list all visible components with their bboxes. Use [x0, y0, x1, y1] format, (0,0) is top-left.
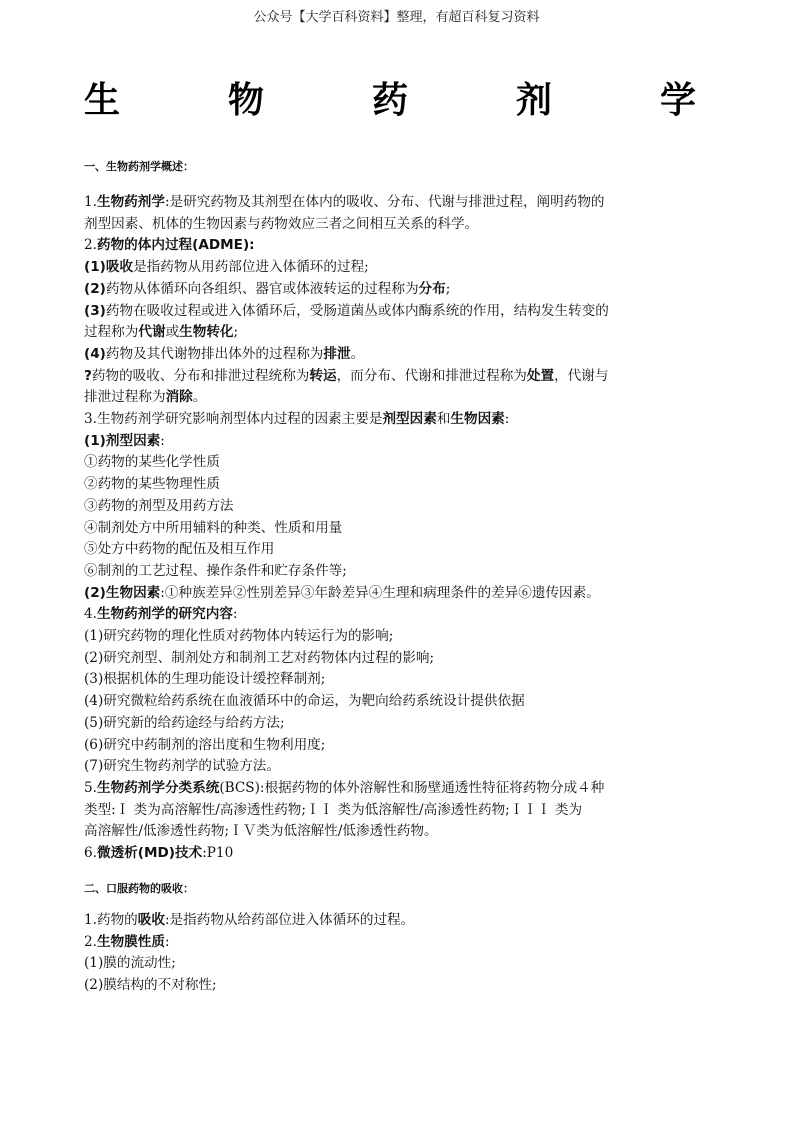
text-line [84, 496, 704, 518]
bold-term: 吸收 [105, 259, 134, 276]
text-run: (2)膜结构的不对称性; [84, 977, 217, 994]
text-line [84, 452, 704, 474]
text-run: ①药物的某些化学性质 [84, 454, 220, 471]
text-line [84, 301, 704, 323]
bold-term: 分布 [418, 280, 446, 297]
text-run: (1)膜的流动性; [84, 955, 176, 972]
text-run: ⑥制剂的工艺过程、操作条件和贮存条件等; [84, 562, 347, 579]
text-line [84, 235, 704, 257]
text-line [84, 713, 704, 735]
section-heading: 二、口服药物的吸收： [84, 882, 194, 895]
text-line [84, 626, 704, 648]
text-run: 。 [350, 345, 365, 362]
text-line [84, 192, 704, 214]
bold-term: 代谢 [138, 324, 166, 341]
text-run: :P10 [202, 845, 234, 862]
text-run: 是指药物从用药部位进入体循环的过程; [133, 259, 369, 276]
text-run: (BCS):根据药物的体外溶解性和肠壁通透性特征将药物分成４种 [219, 779, 605, 796]
text-run: ; [233, 324, 239, 341]
text-run: :是指药物从给药部位进入体循环的过程。 [164, 912, 415, 928]
text-line [84, 474, 704, 496]
bold-term: ? [84, 367, 92, 384]
page-header: 公众号【大学百科资料】整理，有超百科复习资料 [253, 10, 540, 25]
text-line [84, 279, 704, 301]
bold-term: 生物膜性质 [96, 933, 165, 950]
text-run: 6. [84, 845, 97, 862]
text-run: 药物的吸收、分布和排泄过程统称为 [91, 367, 310, 384]
text-run: ④制剂处方中所用辅料的种类、性质和用量 [84, 519, 343, 536]
text-run: 过程称为 [84, 324, 139, 341]
text-line [84, 518, 704, 540]
bold-term: 生物药剂学 [96, 194, 165, 210]
text-line [84, 387, 704, 409]
text-line [84, 669, 704, 691]
text-run: ; [445, 280, 451, 297]
bold-term: (3) [84, 302, 106, 319]
text-line [84, 648, 704, 670]
document-title [84, 72, 696, 123]
text-run: 1.药物的 [84, 912, 138, 928]
text-line [84, 910, 704, 932]
text-line [84, 583, 704, 605]
text-run: 药物从体循环向各组织、器官或体液转运的过程称为 [105, 280, 419, 297]
text-run: 剂型因素、机体的生物因素与药物效应三者之间相互关系的科学。 [84, 215, 479, 232]
text-line [84, 214, 704, 236]
text-line [84, 843, 704, 865]
text-run: (4)研究微粒给药系统在血液循环中的命运，为靶向给药系统设计提供依据 [84, 693, 525, 710]
text-run: 药物在吸收过程或进入体循环后，受肠道菌丛或体内酶系统的作用，结构发生转变的 [105, 302, 609, 319]
text-run: : [232, 606, 238, 623]
bold-term: 消除 [165, 389, 193, 406]
text-line [84, 778, 704, 800]
text-line [84, 539, 704, 561]
text-run: 排泄过程称为 [84, 389, 166, 406]
text-line [84, 322, 704, 344]
bold-term: (4) [84, 345, 106, 362]
text-run: ③药物的剂型及用药方法 [84, 497, 234, 514]
title-char: 药 [371, 80, 408, 121]
text-line [84, 735, 704, 757]
bold-term: (2)生物因素 [84, 584, 161, 601]
bold-term: 生物因素 [450, 411, 505, 428]
text-run: : [164, 933, 170, 950]
text-run: (5)研究新的给药途经与给药方法; [84, 714, 285, 731]
text-run: 5. [84, 779, 97, 796]
text-run: (3)根据机体的生理功能设计缓控释制剂; [84, 671, 326, 688]
text-run: (7)研究生物药剂学的试验方法。 [84, 758, 280, 775]
title-char: 剂 [515, 80, 552, 121]
text-run: : [160, 432, 165, 449]
bold-term: 生物药剂学的研究内容 [96, 606, 233, 623]
text-run: 或 [165, 324, 180, 341]
section-heading: 一、生物药剂学概述： [84, 160, 194, 173]
bold-term: (1)剂型因素 [84, 432, 161, 449]
text-line [84, 975, 704, 997]
text-line [84, 691, 704, 713]
bold-term: 生物转化 [179, 324, 234, 341]
title-char: 学 [659, 80, 696, 121]
text-line [84, 257, 704, 279]
text-line [84, 604, 704, 626]
bold-term: (2) [84, 280, 106, 297]
text-run: ，代谢与 [554, 367, 609, 384]
bold-term: (1) [84, 259, 106, 276]
text-run: 类型:Ｉ 类为高溶解性/高渗透性药物;ＩＩ 类为低溶解性/高渗透性药物;ＩＩＩ 类为 [84, 801, 583, 818]
text-line [84, 561, 704, 583]
bold-term: 吸收 [137, 912, 165, 928]
text-run: 。 [192, 389, 207, 406]
title-char: 生 [84, 80, 121, 121]
text-line [84, 932, 704, 954]
text-run: 1. [84, 194, 97, 210]
text-run: 2. [84, 237, 97, 254]
section-body [84, 192, 704, 865]
text-run: :是研究药物及其剂型在体内的吸收、分布、代谢与排泄过程，阐明药物的 [164, 194, 605, 210]
bold-term: 剂型因素 [382, 411, 437, 428]
section-body [84, 910, 704, 997]
text-run: : [504, 411, 510, 428]
text-line [84, 821, 704, 843]
text-line [84, 953, 704, 975]
text-run: 4. [84, 606, 97, 623]
text-run: (1)研究药物的理化性质对药物体内转运行为的影响; [84, 628, 394, 645]
bold-term: 处置 [526, 367, 555, 384]
text-run: ⑤处方中药物的配伍及相互作用 [84, 541, 275, 558]
bold-term: 药物的体内过程(ADME): [96, 237, 255, 254]
text-line [84, 344, 704, 366]
text-line [84, 366, 704, 388]
bold-term: 转运 [309, 367, 337, 384]
text-run: 3.生物药剂学研究影响剂型体内过程的因素主要是 [84, 411, 383, 428]
text-line [84, 756, 704, 778]
title-char: 物 [227, 80, 264, 121]
text-run: (2)研究剂型、制剂处方和制剂工艺对药物体内过程的影响; [84, 649, 435, 666]
bold-term: 排泄 [323, 345, 351, 362]
text-run: 药物及其代谢物排出体外的过程称为 [105, 345, 324, 362]
text-line [84, 800, 704, 822]
text-run: 高溶解性/低渗透性药物;ＩＶ类为低溶解性/低渗透性药物。 [84, 823, 438, 840]
bold-term: 微透析(MD)技术 [96, 845, 203, 862]
text-run: 2. [84, 933, 97, 950]
text-run: (6)研究中药制剂的溶出度和生物利用度; [84, 736, 326, 753]
text-line [84, 431, 704, 453]
text-line [84, 409, 704, 431]
text-run: ，而分布、代谢和排泄过程称为 [336, 367, 527, 384]
text-run: :①种族差异②性别差异③年龄差异④生理和病理条件的差异⑥遗传因素。 [160, 584, 600, 601]
bold-term: 生物药剂学分类系统 [96, 779, 220, 796]
text-run: 和 [436, 411, 451, 428]
text-run: ②药物的某些物理性质 [84, 476, 220, 493]
